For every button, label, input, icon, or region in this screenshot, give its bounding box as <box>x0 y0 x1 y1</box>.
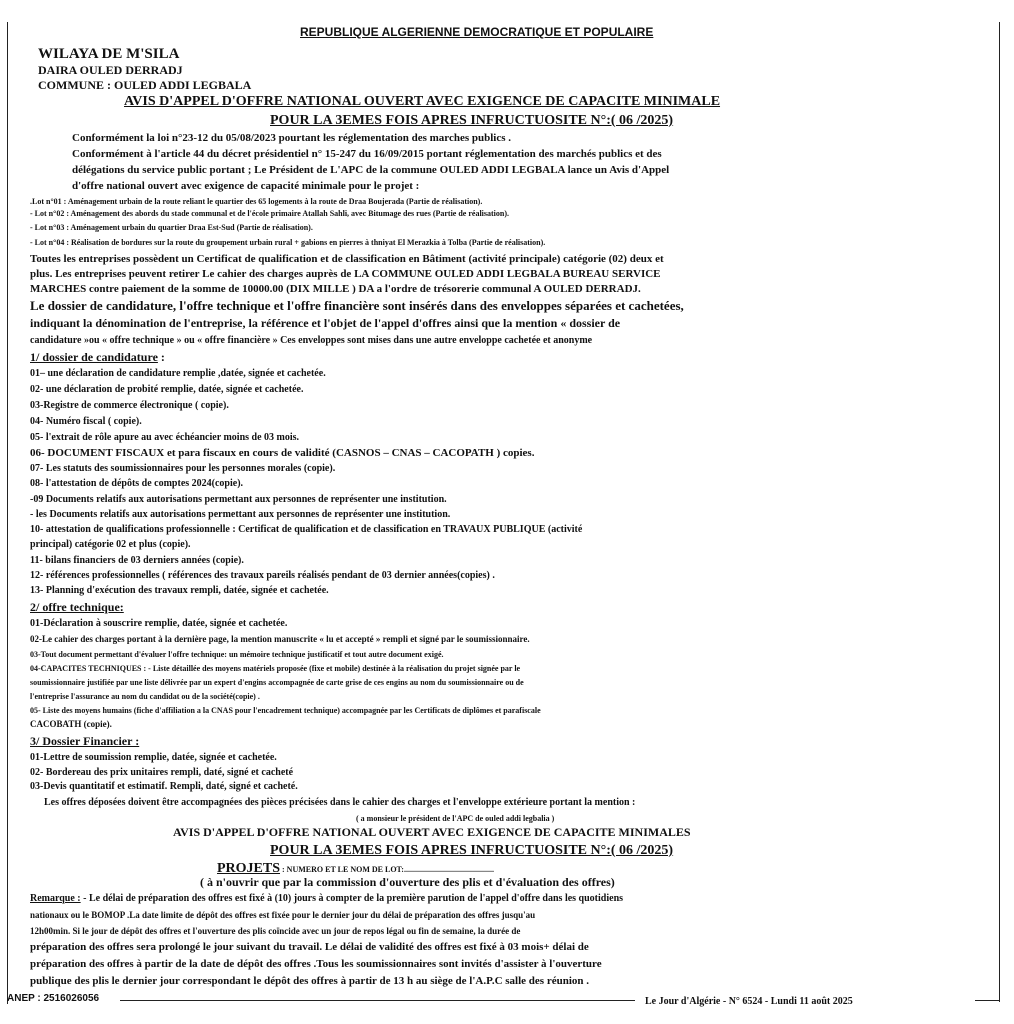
frame-border-right <box>999 22 1000 1002</box>
technique-item: soumissionnaire justifiée par une liste délivrée par un expert d'engins accompagnée de carte grise de ces engins au nom du soumissionnaire ou de <box>30 678 524 687</box>
remarque-line: préparation des offres à partir de la date de dépôt des offres .Tous les soumissionnaires sont invités d'assister à l'ouverture <box>30 958 602 970</box>
dossier-intro-line: indiquant la dénomination de l'entreprise, la référence et l'objet de l'appel d'offres ainsi que la mention « dossier de <box>30 316 621 330</box>
republic-header: REPUBLIQUE ALGERIENNE DEMOCRATIQUE ET POPULAIRE <box>300 25 654 39</box>
candidature-item: 10- attestation de qualifications professionnelle : Certificat de qualification et de classification en TRAVAUX PUBLIQUE (activité <box>30 524 583 535</box>
qualification-line: Toutes les entreprises possèdent un Certificat de qualification et de classification en Bâtiment (activité principale) catégorie (02) deux et <box>30 253 664 265</box>
commune-line: COMMUNE : OULED ADDI LEGBALA <box>38 78 252 92</box>
closing-title: AVIS D'APPEL D'OFFRE NATIONAL OUVERT AVEC EXIGENCE DE CAPACITE MINIMALES <box>173 825 691 839</box>
daira-line: DAIRA OULED DERRADJ <box>38 63 183 77</box>
section1-heading-text: 1/ dossier de candidature <box>30 350 158 364</box>
anep-reference: ANEP : 2516026056 <box>7 993 100 1004</box>
technique-item: 03-Tout document permettant d'évaluer l'offre technique: un mémoire technique justificatif et tout autre document exigé. <box>30 650 444 659</box>
lot-item: - Lot n°04 : Réalisation de bordures sur la route du groupement urbain rural + gabions en pierres à thniyat El Merazkia à Tolba (Partie de réalisation). <box>30 238 546 247</box>
technique-item: l'entreprise l'assurance au nom du candidat ou de la société(copie) . <box>30 692 260 701</box>
remarque-label: Remarque : <box>30 893 81 904</box>
candidature-item: 02- une déclaration de probité remplie, datée, signée et cachetée. <box>30 384 304 395</box>
lot-item: .Lot n°01 : Aménagement urbain de la route reliant le quartier des 65 logements à la route de Draa Boujerada (Partie de réalisation). <box>30 197 483 206</box>
candidature-item: 05- l'extrait de rôle apure au avec échéancier moins de 03 mois. <box>30 432 300 443</box>
notice-title: AVIS D'APPEL D'OFFRE NATIONAL OUVERT AVEC EXIGENCE DE CAPACITE MINIMALE <box>124 94 721 109</box>
technique-item: 02-Le cahier des charges portant à la dernière page, la mention manuscrite « lu et accepté » rempli et signé par le soumissionnaire. <box>30 634 530 644</box>
technique-item: 04-CAPACITES TECHNIQUES : - Liste détaillée des moyens matériels proposée (fixe et mobile) destinée à la réalisation du projet signée par le <box>30 664 521 673</box>
closing-subtitle: POUR LA 3EMES FOIS APRES INFRUCTUOSITE N°:( 06 /2025) <box>270 843 674 858</box>
candidature-item: -09 Documents relatifs aux autorisations permettant aux personnes de représenter une institution. <box>30 494 447 505</box>
financier-item: 03-Devis quantitatif et estimatif. Rempli, daté, signé et cacheté. <box>30 781 298 792</box>
remarque-line: nationaux ou le BOMOP .La date limite de dépôt des offres est fixée pour le dernier jour du délai de préparation des offres jusqu'au <box>30 910 536 920</box>
remarque-line: préparation des offres sera prolongé le jour suivant du travail. Le délai de validité des offres est fixé à 03 mois+ délai de <box>30 941 589 953</box>
remarque-line <box>30 893 623 905</box>
remarque-text: - Le délai de préparation des offres est fixé à (10) jours à compter de la première parution de l'appel d'offre dans les quotidiens <box>80 893 624 904</box>
technique-item: CACOBATH (copie). <box>30 719 112 729</box>
journal-reference: Le Jour d'Algérie - N° 6524 - Lundi 11 août 2025 <box>645 996 853 1007</box>
candidature-item: 07- Les statuts des soumissionnaires pour les personnes morales (copie). <box>30 463 336 474</box>
section2-heading: 2/ offre technique: <box>30 600 124 614</box>
qualification-line: MARCHES contre paiement de la somme de 10000.00 (DIX MILLE ) DA a l'ordre de trésorerie communal A OULED DERRADJ. <box>30 283 641 295</box>
footer-rule-right <box>975 1000 1000 1001</box>
candidature-item: 12- références professionnelles ( références des travaux pareils réalisés pendant de 03 dernier années(copies) . <box>30 570 495 581</box>
recipient-mention: ( a monsieur le président de l'APC de ouled addi legbalia ) <box>356 814 555 823</box>
section3-heading: 3/ Dossier Financier : <box>30 734 140 748</box>
dossier-intro-line: Le dossier de candidature, l'offre technique et l'offre financière sont insérés dans des enveloppes séparées et cachetées, <box>30 298 684 313</box>
financier-item: 01-Lettre de soumission remplie, datée, signée et cachetée. <box>30 752 277 763</box>
intro-line: délégations du service public portant ; Le Président de L'APC de la commune OULED ADDI LEGBALA lance un Avis d'Appel <box>72 164 670 176</box>
remarque-line: publique des plis le dernier jour correspondant le dépôt des offres à partir de 13 h au siège de l'A.P.C salle des réunion . <box>30 975 589 987</box>
candidature-item: - les Documents relatifs aux autorisations permettant aux personnes de représenter une institution. <box>30 509 451 520</box>
candidature-item: 03-Registre de commerce électronique ( copie). <box>30 400 229 411</box>
candidature-item: 01– une déclaration de candidature remplie ,datée, signée et cachetée. <box>30 368 326 379</box>
lot-item: - Lot n°02 : Aménagement des abords du stade communal et de l'école primaire Atallah Sahli, avec Bitumage des rues (Partie de réalisation). <box>30 209 510 218</box>
commission-mention: ( à n'ouvrir que par la commission d'ouverture des plis et d'évaluation des offres) <box>200 875 615 889</box>
technique-item: 01-Déclaration à souscrire remplie, datée, signée et cachetée. <box>30 618 288 629</box>
candidature-item: 11- bilans financiers de 03 derniers années (copie). <box>30 555 244 566</box>
candidature-item: principal) catégorie 02 et plus (copie). <box>30 539 191 550</box>
footer-rule <box>120 1000 635 1001</box>
candidature-item: 04- Numéro fiscal ( copie). <box>30 416 142 427</box>
frame-border-left <box>7 22 8 1004</box>
wilaya-line: WILAYA DE M'SILA <box>38 46 180 62</box>
candidature-item: 06- DOCUMENT FISCAUX et para fiscaux en cours de validité (CASNOS – CNAS – CACOPATH ) copies. <box>30 447 535 459</box>
offres-mention: Les offres déposées doivent être accompagnées des pièces précisées dans le cahier des charges et l'enveloppe extérieure portant la mention : <box>44 797 636 808</box>
notice-subtitle: POUR LA 3EMES FOIS APRES INFRUCTUOSITE N°:( 06 /2025) <box>270 113 674 128</box>
section1-heading-colon: : <box>157 350 165 364</box>
intro-line: Conformément la loi n°23-12 du 05/08/2023 pourtant les réglementation des marches publics . <box>72 132 511 144</box>
intro-line: d'offre national ouvert avec exigence de capacité minimale pour le projet : <box>72 180 420 192</box>
dossier-intro-line: candidature »ou « offre technique » ou « offre financière » Ces enveloppes sont mises dans une autre enveloppe cachetée et anonyme <box>30 335 593 346</box>
projets-label: PROJETS <box>217 861 281 876</box>
remarque-line: 12h00min. Si le jour de dépôt des offres et l'ouverture des plis coïncide avec un jour de repos légal ou fin de semaine, la durée de <box>30 926 521 936</box>
qualification-line: plus. Les entreprises peuvent retirer Le cahier des charges auprès de LA COMMUNE OULED ADDI LEGBALA BUREAU SERVICE <box>30 268 661 280</box>
section1-heading <box>30 351 165 365</box>
candidature-item: 08- l'attestation de dépôts de comptes 2024(copie). <box>30 478 244 489</box>
technique-item: 05- Liste des moyens humains (fiche d'affiliation a la CNAS pour l'encadrement technique) accompagnée par les Certificats de diplômes et parafiscale <box>30 706 541 715</box>
candidature-item: 13- Planning d'exécution des travaux rempli, datée, signée et cachetée. <box>30 585 329 596</box>
financier-item: 02- Bordereau des prix unitaires rempli, daté, signé et cacheté <box>30 767 294 778</box>
lot-item: - Lot n°03 : Aménagement urbain du quartier Draa Est-Sud (Partie de réalisation). <box>30 223 313 232</box>
projets-detail: : NUMERO ET LE NOM DE LOT:............................................. <box>280 865 494 874</box>
intro-line: Conformément à l'article 44 du décret présidentiel n° 15-247 du 16/09/2015 portant réglementation des marchés publics et des <box>72 148 662 160</box>
